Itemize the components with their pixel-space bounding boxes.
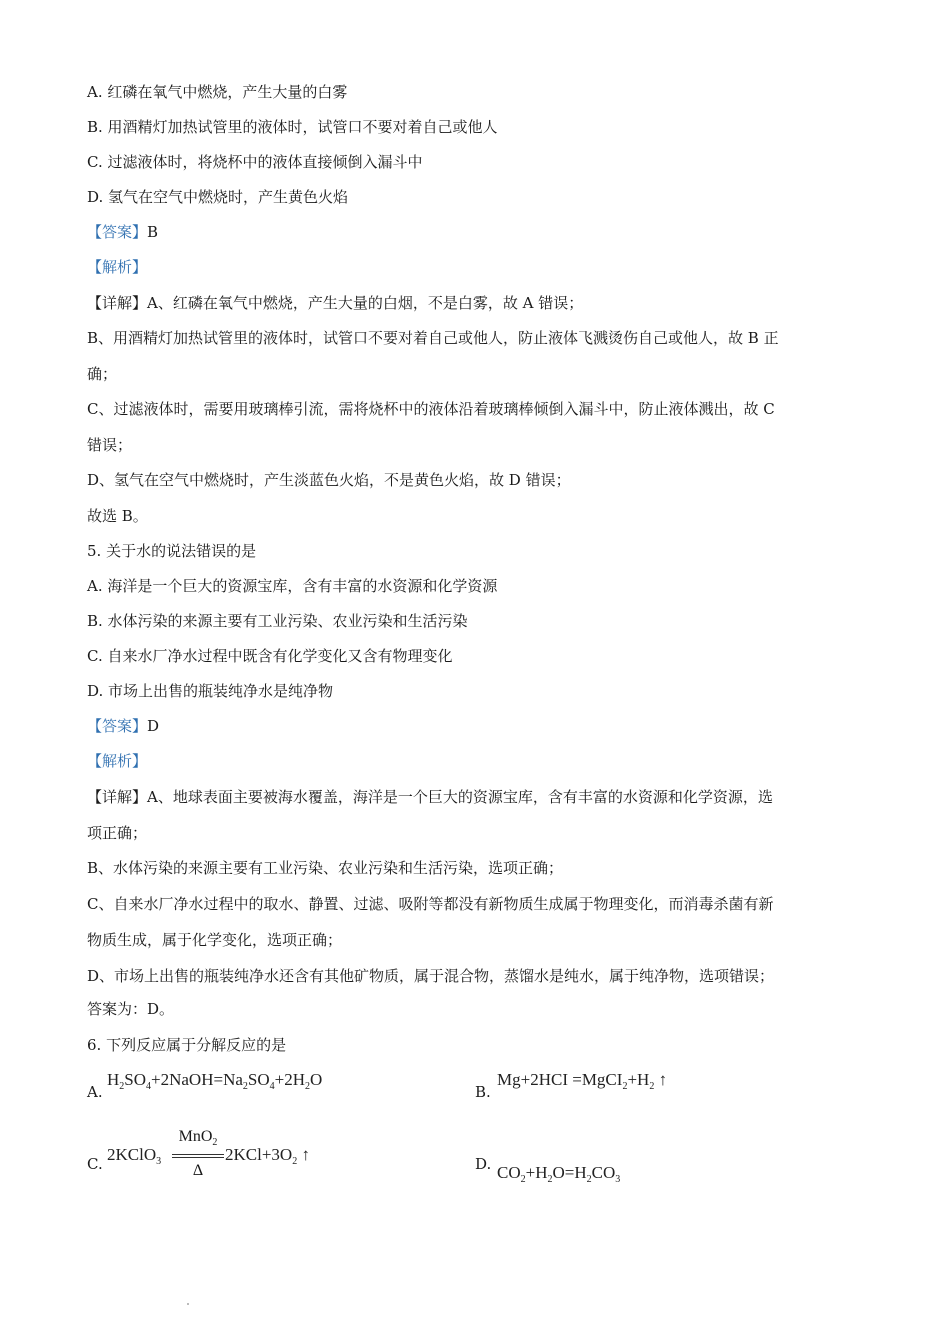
q4-detail-line [87, 293, 583, 313]
q4-detail-line: B、用酒精灯加热试管里的液体时，试管口不要对着自己或他人，防止液体飞溅烫伤自己或他人，故 B 正 [87, 329, 779, 347]
q5-detail-line: 项正确； [87, 824, 148, 842]
q6-option-b-formula: $Mg+2HCI =MgCI_2+H_2$ ↑ [497, 1070, 668, 1092]
q5-detail-line: B、水体污染的来源主要有工业污染、农业污染和生活污染，选项正确； [87, 859, 564, 877]
q5-detail-line: 物质生成，属于化学变化，选项正确； [87, 931, 343, 949]
q6-option-a-label: A. [87, 1083, 103, 1101]
q6-option-c-reactant: 2KClO$_3$ [107, 1145, 162, 1167]
q6-option-d-label: D. [475, 1155, 492, 1173]
q5-analysis-tag: 【解析】 [87, 752, 148, 770]
q5-option-a: A. 海洋是一个巨大的资源宝库，含有丰富的水资源和化学资源 [87, 577, 498, 595]
q6-stem: 6. 下列反应属于分解反应的是 [87, 1036, 287, 1054]
q6-option-b-label: B. [475, 1083, 491, 1101]
q6-option-c-product: $2KCl+3O_2$ ↑ [225, 1145, 310, 1167]
q4-option-a: A. 红磷在氧气中燃烧，产生大量的白雾 [87, 83, 348, 101]
q4-detail-line: 错误； [87, 436, 133, 454]
q5-detail-line: D、市场上出售的瓶装纯净水还含有其他矿物质，属于混合物，蒸馏水是纯水，属于纯净物，选项错误； [87, 967, 775, 985]
q4-detail-line: D、氢气在空气中燃烧时，产生淡蓝色火焰，不是黄色火焰，故 D 错误； [87, 471, 571, 489]
answer-tag: 【答案】 [87, 223, 148, 241]
catalyst-subscript: 2 [212, 1137, 218, 1149]
heat-symbol: Δ [192, 1162, 204, 1180]
q4-detail-line: 确； [87, 365, 118, 383]
q6-option-c-condition [172, 1128, 224, 1182]
q4-answer [87, 222, 158, 242]
detail-tag: 【详解】 [87, 294, 148, 312]
q5-detail-line: 答案为：D。 [87, 1000, 175, 1018]
q4-analysis-tag: 【解析】 [87, 258, 148, 276]
q6-option-a-formula: $H_2SO_4+2NaOH=Na_2SO_4+2H_2O$ [107, 1070, 323, 1092]
answer-value: D [147, 717, 160, 735]
q5-option-c: C. 自来水厂净水过程中既含有化学变化又含有物理变化 [87, 647, 453, 665]
q5-answer [87, 716, 159, 736]
q4-detail-line: C、过滤液体时，需要用玻璃棒引流，需将烧杯中的液体沿着玻璃棒倾倒入漏斗中，防止液体溅出，故 C [87, 400, 775, 418]
q6-option-c-label: C. [87, 1155, 103, 1173]
q4-option-b: B. 用酒精灯加热试管里的液体时，试管口不要对着自己或他人 [87, 118, 498, 136]
answer-value: B [147, 223, 159, 241]
q5-detail-line [87, 787, 773, 807]
q4-option-d: D. 氢气在空气中燃烧时，产生黄色火焰 [87, 188, 349, 206]
q5-option-d: D. 市场上出售的瓶装纯净水是纯净物 [87, 682, 334, 700]
q5-stem: 5. 关于水的说法错误的是 [87, 542, 257, 560]
q5-detail-line: C、自来水厂净水过程中的取水、静置、过滤、吸附等都没有新物质生成属于物理变化，而消毒杀菌有新 [87, 895, 774, 913]
detail-tag: 【详解】 [87, 788, 148, 806]
detail-text: A、地球表面主要被海水覆盖，海洋是一个巨大的资源宝库，含有丰富的水资源和化学资源，选 [147, 788, 773, 806]
q4-detail-line: 故选 B。 [87, 507, 148, 525]
q5-option-b: B. 水体污染的来源主要有工业污染、农业污染和生活污染 [87, 612, 468, 630]
equals-double-line [172, 1154, 224, 1158]
q6-option-d-formula: $CO_2+H_2O=H_2CO_3$ [497, 1163, 621, 1185]
q4-option-c: C. 过滤液体时，将烧杯中的液体直接倾倒入漏斗中 [87, 153, 423, 171]
catalyst: MnO [178, 1128, 213, 1145]
stray-dot [187, 1303, 189, 1305]
detail-text: A、红磷在氧气中燃烧，产生大量的白烟，不是白雾，故 A 错误； [147, 294, 584, 312]
answer-tag: 【答案】 [87, 717, 148, 735]
